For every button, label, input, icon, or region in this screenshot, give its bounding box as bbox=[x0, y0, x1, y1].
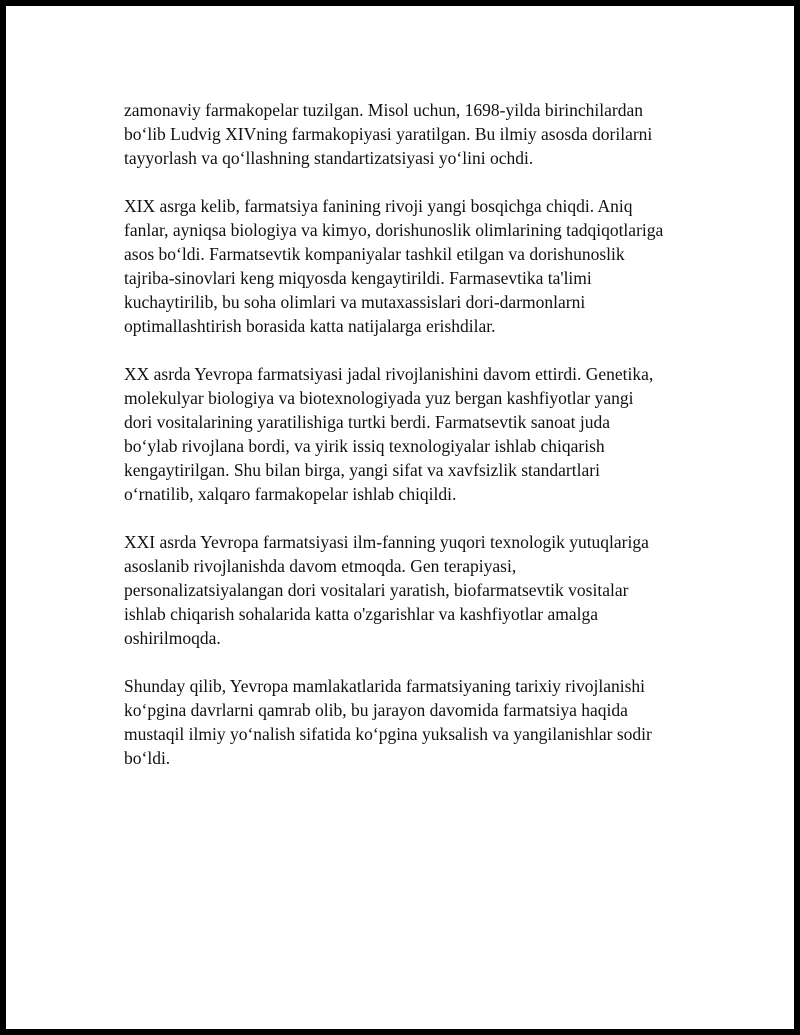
text-line: Shunday qilib, Yevropa mamlakatlarida farmatsiyaning tarixiy rivojlanishi bbox=[124, 676, 646, 696]
text-line: kuchaytirilib, bu soha olimlari va mutaxassislari dori-darmonlarni bbox=[124, 292, 586, 312]
text-line: XXI asrda Yevropa farmatsiyasi ilm-fanning yuqori texnologik yutuqlariga bbox=[124, 532, 649, 552]
text-line: bo‘ylab rivojlana bordi, va yirik issiq texnologiyalar ishlab chiqarish bbox=[124, 436, 605, 456]
text-line: oshirilmoqda. bbox=[124, 628, 221, 648]
text-line: bo‘ldi. bbox=[124, 748, 171, 768]
text-line: optimallashtirish borasida katta natijalarga erishdilar. bbox=[124, 316, 496, 336]
paragraph-2 bbox=[124, 194, 704, 338]
text-line: tayyorlash va qo‘llashning standartizatsiyasi yo‘lini ochdi. bbox=[124, 148, 534, 168]
text-line: XX asrda Yevropa farmatsiyasi jadal rivojlanishini davom ettirdi. Genetika, bbox=[124, 364, 654, 384]
text-line: mustaqil ilmiy yo‘nalish sifatida ko‘pgina yuksalish va yangilanishlar sodir bbox=[124, 724, 652, 744]
text-line: asos bo‘ldi. Farmatsevtik kompaniyalar tashkil etilgan va dorishunoslik bbox=[124, 244, 625, 264]
text-line: ko‘pgina davrlarni qamrab olib, bu jarayon davomida farmatsiya haqida bbox=[124, 700, 628, 720]
text-line: XIX asrga kelib, farmatsiya fanining rivoji yangi bosqichga chiqdi. Aniq bbox=[124, 196, 633, 216]
document-body bbox=[124, 98, 704, 794]
text-line: personalizatsiyalangan dori vositalari yaratish, biofarmatsevtik vositalar bbox=[124, 580, 629, 600]
text-line: dori vositalarining yaratilishiga turtki berdi. Farmatsevtik sanoat juda bbox=[124, 412, 611, 432]
paragraph-4 bbox=[124, 530, 704, 650]
text-line: tajriba-sinovlari keng miqyosda kengaytirildi. Farmasevtika ta'limi bbox=[124, 268, 592, 288]
text-line: ishlab chiqarish sohalarida katta o'zgarishlar va kashfiyotlar amalga bbox=[124, 604, 599, 624]
text-line: molekulyar biologiya va biotexnologiyada yuz bergan kashfiyotlar yangi bbox=[124, 388, 634, 408]
text-line: zamonaviy farmakopelar tuzilgan. Misol uchun, 1698-yilda birinchilardan bbox=[124, 100, 644, 120]
paragraph-1 bbox=[124, 98, 704, 170]
paragraph-3 bbox=[124, 362, 704, 506]
text-line: asoslanib rivojlanishda davom etmoqda. Gen terapiyasi, bbox=[124, 556, 517, 576]
text-line: fanlar, ayniqsa biologiya va kimyo, dorishunoslik olimlarining tadqiqotlariga bbox=[124, 220, 664, 240]
text-line: bo‘lib Ludvig XIVning farmakopiyasi yaratilgan. Bu ilmiy asosda dorilarni bbox=[124, 124, 653, 144]
text-line: o‘rnatilib, xalqaro farmakopelar ishlab chiqildi. bbox=[124, 484, 457, 504]
text-line: kengaytirilgan. Shu bilan birga, yangi sifat va xavfsizlik standartlari bbox=[124, 460, 600, 480]
paragraph-5 bbox=[124, 674, 704, 770]
